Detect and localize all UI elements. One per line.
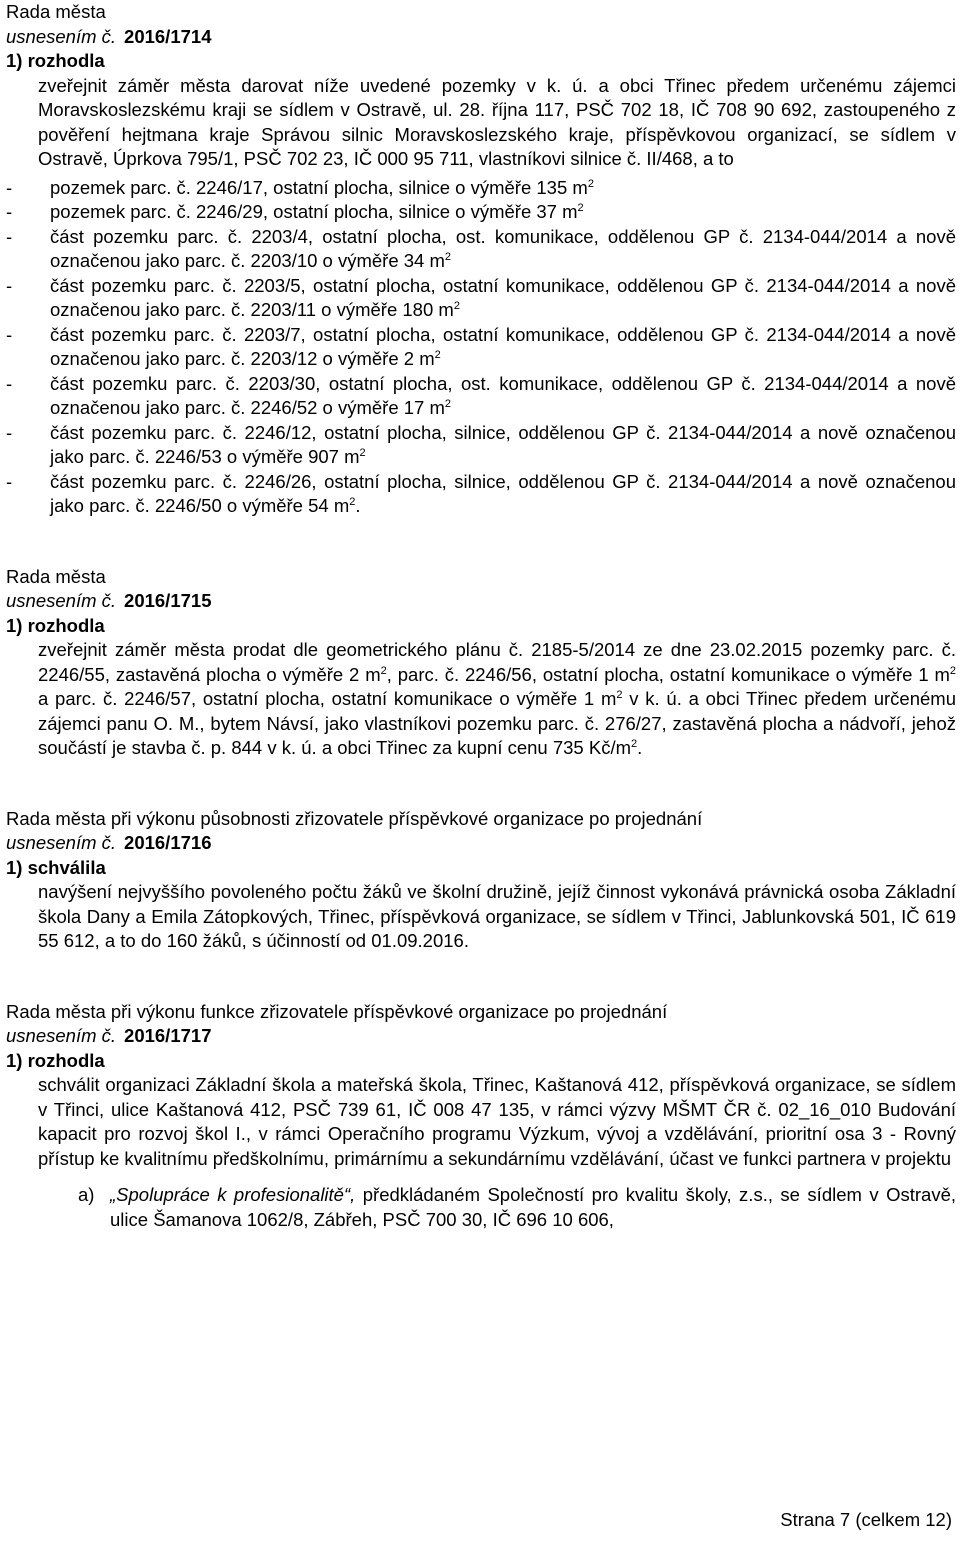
list-item <box>6 176 956 201</box>
list-item-text: část pozemku parc. č. 2246/26, ostatní plocha, silnice, oddělenou GP č. 2134-044/2014 a nově označenou jako parc. č. 2246/50 o výměře 54 m <box>50 470 956 516</box>
list-item-end: . <box>355 495 361 516</box>
superscript: 2 <box>577 202 584 214</box>
section-heading: Rada města při výkonu funkce zřizovatele příspěvkové organizace po projednání <box>6 1000 668 1022</box>
resolution-number: 2016/1714 <box>124 25 212 47</box>
resolution-prefix: usnesením č. <box>6 25 117 47</box>
document-page <box>6 0 956 1232</box>
list-item <box>6 200 956 225</box>
resolution-number: 2016/1715 <box>124 590 212 611</box>
resolution-2016-1714 <box>6 0 956 519</box>
list-item-text: část pozemku parc. č. 2203/4, ostatní plocha, ost. komunikace, oddělenou GP č. 2134-044/2014 a nově označenou jako parc. č. 2203/10 o výměře 34 m <box>50 225 956 271</box>
section-gap <box>6 761 956 807</box>
list-item-text: část pozemku parc. č. 2203/7, ostatní plocha, ostatní komunikace, oddělenou GP č. 2134-044/2014 a nově označenou jako parc. č. 2203/12 o výměře 2 m <box>50 323 956 369</box>
list-item-text: pozemek parc. č. 2246/29, ostatní plocha, silnice o výměře 37 m <box>50 201 578 222</box>
resolution-text: v k. ú. a obci Třinec předem určenému zájemci panu O. M., bytem Návsí, jako vlastníkovi pozemku parc. č. 276/27, zastavěná plocha a nádvoří, jehož součástí je stavba č. p. 844 v k. ú. a obci Třinec za kupní cenu 735 Kč/m <box>38 688 956 758</box>
resolution-number: 2016/1716 <box>124 832 212 853</box>
resolution-text: zveřejnit záměr města prodat dle geometrického plánu č. 2185-5/2014 ze dne 23.02.2015 pozemky parc. č. 2246/55, zastavěná plocha o výměře 2 m <box>38 639 956 685</box>
resolution-body <box>38 638 956 761</box>
section-gap <box>6 519 956 565</box>
superscript: 2 <box>434 349 441 361</box>
list-item <box>6 421 956 470</box>
superscript: 2 <box>444 398 452 410</box>
resolution-prefix: usnesením č. <box>6 590 117 611</box>
list-item <box>6 225 956 274</box>
resolution-line <box>6 1024 956 1049</box>
parcel-list <box>6 176 956 519</box>
resolution-number: 2016/1717 <box>124 1025 212 1046</box>
resolution-2016-1717 <box>6 1000 956 1233</box>
resolution-text: zveřejnit záměr města darovat níže uvedené pozemky v k. ú. a obci Třinec předem určenému zájemci Moravskoslezskému kraji se sídlem v Ostravě, ul. 28. října 117, PSČ 702 18, IČ 708 90 692, zastoupeného z pověření hejtmana kraje Správou silnic Moravskoslezského kraje, příspěvkovou organizací, se sídlem v Ostravě, Úprkova 795/1, PSČ 702 23, IČ 000 95 711, vlastníkovi silnice č. II/468, a to <box>38 74 956 169</box>
decision-label: 1) rozhodla <box>6 614 105 636</box>
superscript: 2 <box>453 300 460 312</box>
resolution-2016-1716 <box>6 807 956 954</box>
resolution-line <box>6 831 956 856</box>
resolution-text: navýšení nejvyššího povoleného počtu žáků ve školní družině, jejíž činnost vykonává právnická osoba Základní škola Dany a Emila Zátopkových, Třinec, příspěvková organizace, se sídlem v Třinci, Jablunkovská 501, IČ 619 55 612, a to do 160 žáků, s účinností od 01.09.2016. <box>38 881 956 951</box>
decision-label: 1) rozhodla <box>6 1049 105 1071</box>
list-item <box>6 470 956 519</box>
decision-label: 1) rozhodla <box>6 50 105 71</box>
superscript: 2 <box>359 447 366 459</box>
superscript: 2 <box>349 496 356 508</box>
sub-item-label: a) <box>78 1184 95 1205</box>
superscript: 2 <box>616 689 623 701</box>
list-item <box>6 372 956 421</box>
resolution-text: schválit organizaci Základní škola a mateřská škola, Třinec, Kaštanová 412, příspěvková organizace, se sídlem v Třinci, ulice Kaštanová 412, PSČ 739 61, IČ 008 47 135, v rámci výzvy MŠMT ČR č. 02_16_010 Budování kapacit pro rozvoj škol I., v rámci Operačního programu Výzkum, vývoj a vzdělávání, prioritní osa 3 - Rovný přístup ke kvalitnímu předškolnímu, primárnímu a sekundárnímu vzdělávání, účast ve funkci partnera v projektu <box>38 1074 956 1169</box>
list-item-text: část pozemku parc. č. 2203/5, ostatní plocha, ostatní komunikace, oddělenou GP č. 2134-044/2014 a nově označenou jako parc. č. 2203/11 o výměře 180 m <box>50 274 956 320</box>
resolution-line <box>6 25 956 50</box>
section-heading: Rada města <box>6 1 106 22</box>
section-gap <box>6 954 956 1000</box>
resolution-text: a parc. č. 2246/57, ostatní plocha, ostatní komunikace o výměře 1 m <box>38 688 617 709</box>
superscript: 2 <box>949 664 956 677</box>
list-item-text: pozemek parc. č. 2246/17, ostatní plocha, silnice o výměře 135 m <box>50 176 588 198</box>
list-item-text: část pozemku parc. č. 2203/30, ostatní plocha, ost. komunikace, oddělenou GP č. 2134-044/2014 a nově označenou jako parc. č. 2246/52 o výměře 17 m <box>50 372 956 418</box>
resolution-text: . <box>637 737 643 758</box>
page-number: Strana 7 (celkem 12) <box>780 1509 952 1530</box>
sub-item-text: předkládaném Společností pro kvalitu školy, z.s., se sídlem v Ostravě, ulice Šamanova 1062/8, Zábřeh, PSČ 700 30, IČ 696 10 606, <box>110 1184 956 1230</box>
resolution-prefix: usnesením č. <box>6 1025 117 1046</box>
sub-item-a <box>78 1183 956 1232</box>
resolution-2016-1715 <box>6 565 956 761</box>
superscript: 2 <box>380 664 387 677</box>
superscript: 2 <box>587 177 594 190</box>
resolution-text: , parc. č. 2246/56, ostatní plocha, ostatní komunikace o výměře 1 m <box>386 663 950 685</box>
superscript: 2 <box>444 251 452 263</box>
list-item-text: část pozemku parc. č. 2246/12, ostatní plocha, silnice, oddělenou GP č. 2134-044/2014 a nově označenou jako parc. č. 2246/53 o výměře 907 m <box>50 421 956 467</box>
section-heading: Rada města při výkonu působnosti zřizovatele příspěvkové organizace po projednání <box>6 807 703 829</box>
superscript: 2 <box>631 738 638 750</box>
resolution-line <box>6 589 956 614</box>
section-heading: Rada města <box>6 565 106 587</box>
resolution-prefix: usnesením č. <box>6 832 117 853</box>
resolution-body <box>38 74 956 519</box>
list-item <box>6 274 956 323</box>
project-title: „Spolupráce k profesionalitě“, <box>110 1184 356 1205</box>
list-item <box>6 323 956 372</box>
decision-label: 1) schválila <box>6 856 106 878</box>
